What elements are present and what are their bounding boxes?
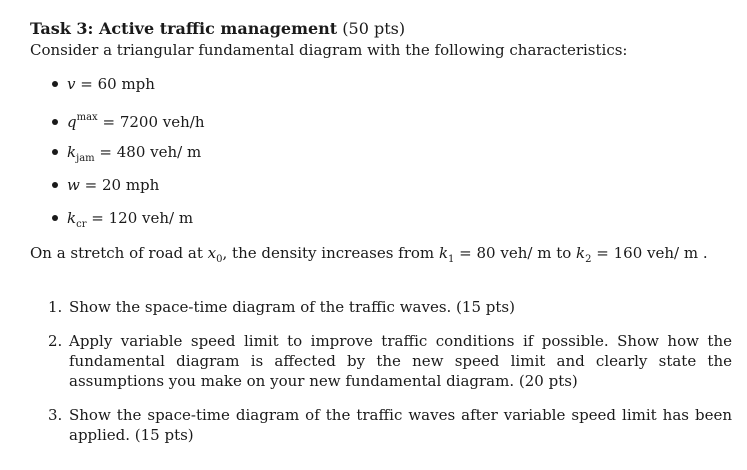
characteristic-item	[52, 74, 155, 94]
stretch-text: On a stretch of road at	[30, 244, 208, 262]
k2-symbol: k	[576, 244, 586, 262]
value: = 7200 veh/h	[102, 113, 205, 131]
value: = 20 mph	[84, 176, 160, 194]
question-number: 1.	[48, 298, 63, 316]
subscript: cr	[76, 219, 87, 230]
question-text: Show the space-time diagram of the traffic waves after variable speed limit has been applied. (15 pts)	[69, 406, 732, 444]
value: = 120 veh/ m	[91, 209, 194, 227]
stretch-text: , the density increases from	[222, 244, 439, 262]
question-item	[48, 331, 732, 391]
x-subscript: 0	[216, 254, 223, 265]
question-text: Show the space-time diagram of the traffic waves. (15 pts)	[69, 298, 515, 316]
symbol: q	[67, 113, 77, 131]
k2-subscript: 2	[585, 254, 592, 265]
task-points: (50 pts)	[342, 19, 406, 38]
bullet-dot-icon	[52, 149, 58, 155]
k1-symbol: k	[438, 244, 449, 262]
characteristic-item	[52, 142, 201, 169]
question-number: 3.	[48, 406, 63, 424]
symbol: k	[67, 143, 77, 161]
characteristic-item	[52, 175, 159, 195]
bullet-dot-icon	[52, 81, 58, 87]
question-text: Apply variable speed limit to improve traffic conditions if possible. Show how the fundamental diagram is affected by the new speed limit and clearly state the assumptions you make on your new fundamental diagram. (20 pts)	[69, 332, 732, 390]
value: = 480 veh/ m	[99, 143, 202, 161]
question-item	[48, 297, 732, 317]
task-title	[30, 19, 405, 39]
superscript: max	[76, 112, 98, 123]
task-heading: Task 3: Active traffic management	[30, 19, 338, 38]
intro-text: Consider a triangular fundamental diagram with the following characteristics:	[30, 41, 628, 59]
k1-subscript: 1	[448, 254, 455, 265]
bullet-dot-icon	[52, 215, 58, 221]
subscript: jam	[76, 153, 95, 164]
characteristic-item	[52, 208, 193, 235]
value: = 60 mph	[80, 75, 155, 93]
symbol: w	[67, 176, 80, 194]
stretch-text: = 160 veh/ m .	[591, 244, 708, 262]
stretch-statement	[30, 243, 708, 270]
symbol: k	[67, 209, 77, 227]
characteristic-item	[52, 108, 205, 132]
x-symbol: x	[207, 244, 217, 262]
question-item	[48, 405, 732, 445]
bullet-dot-icon	[52, 182, 58, 188]
question-number: 2.	[48, 332, 63, 350]
stretch-text: = 80 veh/ m to	[454, 244, 577, 262]
symbol: v	[67, 75, 76, 93]
bullet-dot-icon	[52, 119, 58, 125]
